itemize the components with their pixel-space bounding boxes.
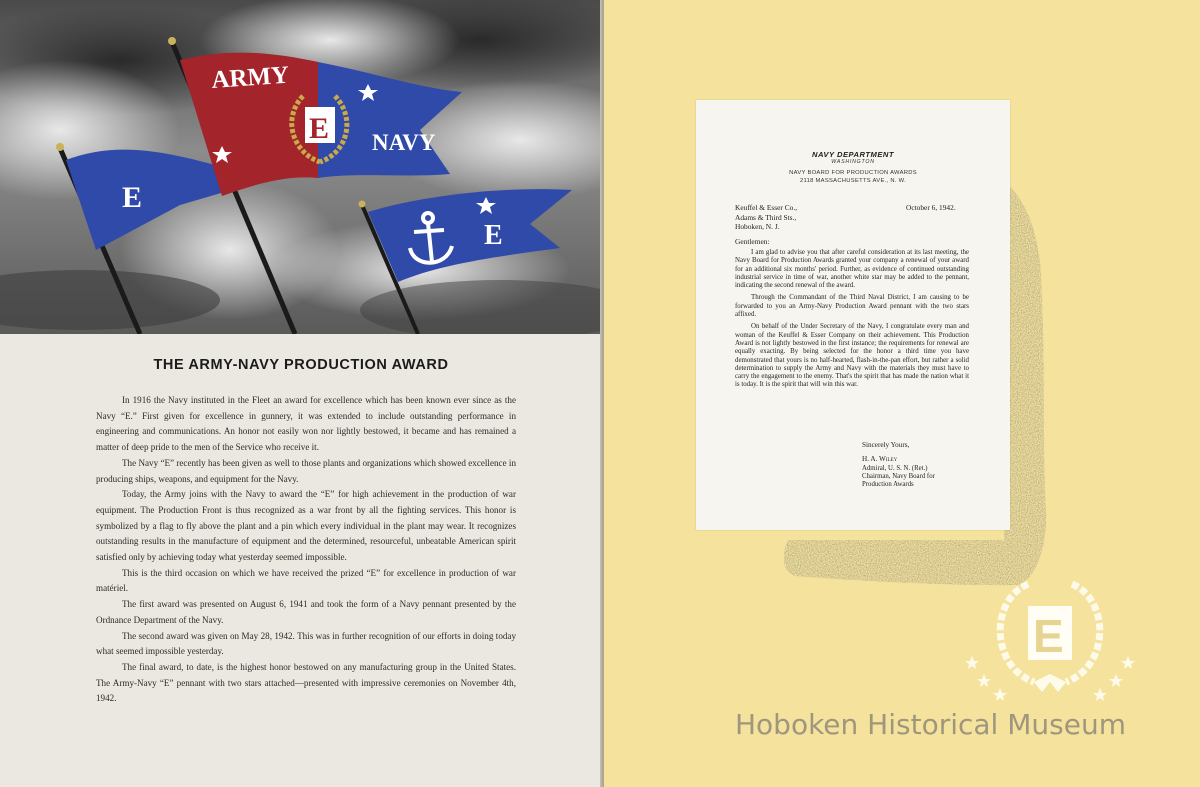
e-award-emblem-icon bbox=[960, 570, 1140, 710]
paragraph: The first award was presented on August 6, 1941 and took the form of a Navy pennant presented by the Ordnance Department of the Navy. bbox=[96, 599, 516, 625]
emblem-letter: E bbox=[1033, 610, 1064, 662]
letterhead-address: 2118 MASSACHUSETTS AVE., N. W. bbox=[799, 178, 907, 184]
recipient-line: Keuffel & Esser Co., bbox=[735, 203, 798, 212]
paragraph: The second award was given on May 28, 1942. This was in further recognition of our efforts in doing today what seemed impossible yesterday. bbox=[96, 630, 516, 657]
paragraph: The Navy “E” recently has been given as well to those plants and organizations which showed excellence in producing ships, weapons, and equipment for the Navy. bbox=[96, 457, 516, 484]
letter-paragraph: Through the Commandant of the Third Naval District, I am causing to be forwarded to you an Army-Navy Production Award pennant with the two stars affixed. bbox=[735, 294, 969, 319]
recipient-line: Adams & Third Sts., bbox=[735, 212, 797, 222]
letter-date: October 6, 1942. bbox=[906, 203, 956, 212]
signer-title: Admiral, U. S. N. (Ret.) bbox=[862, 464, 928, 472]
paragraph: In 1916 the Navy instituted in the Fleet an award for excellence which has been known ever since as the Navy “E.” First given for excellence in gunnery, it was extended to include outstanding performance in engineering and communications. An honor not easily won nor lightly bestowed, it became and has remained a matter of deep pride to the men of the Service who receive it. bbox=[96, 395, 516, 453]
flags-photo bbox=[0, 0, 602, 334]
letter-paragraph: On behalf of the Under Secretary of the Navy, I congratulate every man and woman of the Keuffel & Esser Company on their achievement. This Production Award is not lightly bestowed in the first instance; the requirements for renewal are equally exacting. By being selected for the honor a third time you have demonstrated that yours is no half-hearted, flash-in-the-pan effort, but rather a solid determination to supply the Army and Navy with the materials they must have to carry the engagement to the enemy. That's the spirit that has made the nation what it is today. It is the spirit that will win this war. bbox=[735, 323, 969, 389]
letter-closing bbox=[862, 441, 935, 490]
recipient-line: Hoboken, N. J. bbox=[735, 222, 780, 232]
page-heading: THE ARMY-NAVY PRODUCTION AWARD bbox=[153, 357, 449, 373]
letter-paragraph: I am glad to advise you that after careful consideration at its last meeting, the Navy Board for Production Awards granted your company a renewal of your award for an additional six months' period. Further, as evidence of continued outstanding industrial service in time of war, another white star may be added to the pennant, indicating the second renewal of the award. bbox=[735, 249, 969, 290]
closing-line: Sincerely Yours, bbox=[862, 441, 910, 449]
left-pennant-letter: E bbox=[122, 181, 143, 214]
recipient-address bbox=[735, 203, 797, 232]
navy-letter bbox=[696, 100, 1010, 530]
museum-watermark: Hoboken Historical Museum bbox=[735, 708, 1126, 741]
signer-name: H. A. Wiley bbox=[862, 455, 898, 464]
army-label: ARMY bbox=[210, 61, 290, 94]
signer-title: Chairman, Navy Board for bbox=[862, 473, 935, 481]
letterhead-board: NAVY BOARD FOR PRODUCTION AWARDS bbox=[789, 170, 917, 176]
award-description bbox=[96, 393, 516, 707]
salutation: Gentlemen: bbox=[735, 237, 770, 246]
signer-title: Production Awards bbox=[862, 481, 914, 489]
center-e-letter: E bbox=[309, 112, 330, 145]
paragraph: Today, the Army joins with the Navy to award the “E” for high achievement in the production of war equipment. The Production Front is thus recognized as a war front by all the fighting services. This honor is symbolized by a flag to fly above the plant and a pin which every individual in the plant may wear. It recognizes outstanding results in the manufacture of equipment and the determined, resourceful, unbeatable American spirit satisfied only by achieving today what yesterday seemed impossible. bbox=[96, 489, 516, 563]
paragraph: This is the third occasion on which we have received the prized “E” for excellence in production of war matériel. bbox=[96, 567, 516, 594]
letterhead-department: NAVY DEPARTMENT bbox=[811, 150, 895, 159]
navy-label: NAVY bbox=[372, 130, 436, 155]
letter-body bbox=[735, 249, 969, 394]
right-pennant-letter: E bbox=[484, 220, 503, 251]
letterhead-city: WASHINGTON bbox=[831, 159, 875, 165]
paragraph: The final award, to date, is the highest honor bestowed on any manufacturing group in the United States. The Army-Navy “E” pennant with two stars attached—presented with impressive ceremonies on November 4th, 1942. bbox=[96, 661, 516, 704]
